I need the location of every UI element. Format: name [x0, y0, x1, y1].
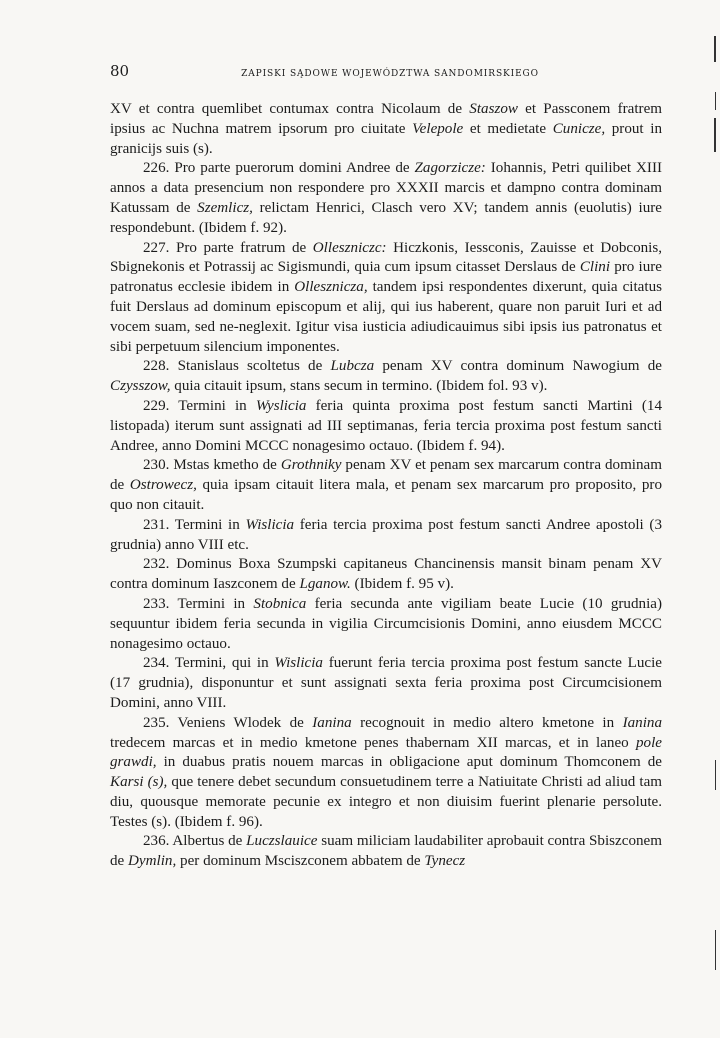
entry-paragraph — [110, 595, 662, 654]
italic-name: Lubcza — [330, 358, 375, 375]
italic-name: Wyslicia — [255, 397, 307, 414]
text-run: relictam Henrici, Clasch vero XV; tandem annis (euolutis) iure respondebunt. (Ibidem f. 92). — [110, 199, 662, 236]
text-run: in duabus pratis nouem marcas in obligacione aput dominum Thomconem de — [156, 754, 662, 771]
text-run: Iohannis, Petri quilibet XIII annos a data presencium non respondere pro XXXII marcis et dampno contra dominam Katussam de — [110, 160, 662, 216]
text-run: quia citauit ipsum, stans secum in termino. (Ibidem fol. 93 v). — [170, 378, 548, 395]
text-run: 235. Veniens Wlodek de — [143, 714, 313, 731]
running-head: ZAPISKI SĄDOWE WOJEWÓDZTWA SANDOMIRSKIEGO — [241, 69, 539, 79]
text-run: 226. Pro parte puerorum domini Andree de — [143, 160, 415, 177]
italic-name: Wislicia — [245, 516, 295, 533]
text-run: tandem ipsi respondentes dixerunt, quia citatus fuit Derslaus ad dominum episcopum et alij, qui ius haberent, quare non paruit Iuri et ad vocem suam, sed ne-neglexit. Igitur visa iusticia adiudicauimus sibi ipsis ius patronatus et sibi perpetuum silencium imponentes. — [110, 279, 663, 355]
entry-paragraph — [110, 555, 662, 595]
text-run: penam XV et penam sex marcarum contra dominam de — [110, 457, 662, 494]
text-run: XV et contra quemlibet contumax contra Nicolaum de — [110, 101, 470, 117]
entry-paragraph — [110, 456, 662, 515]
continuation-paragraph — [110, 100, 662, 159]
text-run: fuerunt feria tercia proxima post festum sancte Lucie (17 grudnia), disponuntur et sunt assignati sexta feria proxima post Circumcisionem Domini, anno VIII. — [110, 655, 662, 711]
italic-name: Luczslauice — [246, 833, 318, 850]
text-run: prout in granicijs suis (s). — [110, 120, 662, 157]
text-run: suam miliciam laudabiliter aprobauit contra Sbiszconem de — [110, 833, 662, 870]
text-run: (Ibidem f. 95 v). — [350, 576, 454, 593]
italic-name: Zagorzicze: — [414, 160, 486, 177]
text-run: Hiczkonis, Iessconis, Zauisse et Dobconis, Sbignekonis et Potrassij ac Sigismundi, quia cum ipsum citasset Derslaus de — [110, 239, 662, 276]
text-run: per dominum Msciszconem abbatem de — [176, 853, 425, 870]
scan-edge — [710, 0, 716, 1038]
italic-name: Czysszow, — [110, 378, 171, 395]
italic-name: Szemlicz, — [197, 199, 253, 216]
text-run: et Passconem fratrem ipsius ac Nuchna matrem ipsorum pro ciuitate — [110, 101, 663, 137]
text-run: que tenere debet secundum consuetudinem terre a Natiuitate Christi ad aliud tam diu, quousque memorate pecunie ex integro et non diuisim fuerint plenarie persolute. Testes (s). (Ibidem f. 96). — [110, 774, 663, 830]
italic-name: Olleszniczc: — [312, 239, 387, 256]
entry-paragraph — [110, 714, 662, 833]
text-run: et medietate — [463, 120, 553, 137]
italic-name: Lganow. — [299, 576, 351, 593]
italic-name: Ianina — [312, 714, 352, 731]
text-run: 232. Dominus Boxa Szumpski capitaneus Chancinensis mansit binam penam XV contra dominum Iaszconem de — [110, 556, 662, 593]
entry-paragraph — [110, 654, 662, 713]
entry-paragraph — [110, 832, 662, 872]
text-run: 236. Albertus de — [143, 833, 247, 850]
text-run: quia ipsam citauit litera mala, et penam sex marcarum pro proposito, pro quo non citauit. — [110, 477, 662, 513]
text-run: tredecem marcas et in medio kmetone penes thabernam XII marcas, et in laneo — [110, 734, 636, 751]
text-run: feria tercia proxima post festum sancti Andree apostoli (3 grudnia) anno VIII etc. — [110, 516, 662, 553]
text-run: 227. Pro parte fratrum de — [143, 239, 313, 256]
italic-name: Grothniky — [280, 457, 342, 474]
italic-name: Olleszniczа, — [294, 279, 368, 296]
text-run: recognouit in medio altero kmetone in — [351, 714, 623, 731]
italic-name: Velepole — [412, 120, 464, 137]
italic-name: Clini — [579, 259, 611, 276]
text-run: 229. Termini in — [143, 397, 256, 414]
italic-name: Wislicia — [274, 655, 323, 672]
page-header — [110, 62, 662, 86]
text-run: pro iure patronatus ecclesie ibidem in — [110, 259, 662, 296]
entry-paragraph — [110, 159, 662, 238]
text-run: feria quinta proxima post festum sancti Martini (14 listopada) iterum sunt assignati ad III septimanas, feria tercia proxima post festum sancti Andree, anno Domini MCCC nonagesimo octauo. (Ibidem f. 94). — [110, 397, 662, 454]
body-text — [110, 100, 662, 872]
text-run: feria secunda ante vigiliam beate Lucie (10 grudnia) sequuntur ibidem feria secunda in vigilia Circumcisionis Domini, anno eiusdem MCCC nonagesimo octauo. — [110, 595, 662, 652]
document-page — [110, 62, 662, 872]
text-run: penam XV contra dominum Nawogium de — [374, 358, 662, 375]
italic-name: Tynecz — [424, 853, 466, 870]
italic-name: Ianina — [622, 714, 662, 731]
page-number: 80 — [110, 62, 130, 80]
entry-paragraph — [110, 357, 662, 397]
italic-name: Cunicze, — [552, 120, 606, 137]
text-run: 234. Termini, qui in — [143, 655, 275, 672]
entry-paragraph — [110, 516, 662, 556]
italic-name: Staszow — [469, 101, 518, 117]
italic-name: Dymlin, — [128, 853, 177, 870]
entry-paragraph — [110, 397, 662, 456]
italic-name: Stobnica — [253, 595, 307, 612]
italic-name: Karsi (s), — [110, 774, 168, 791]
italic-name: Ostrowecz, — [129, 477, 197, 494]
text-run: 233. Termini in — [143, 595, 254, 612]
italic-name: pole grawdi, — [110, 734, 662, 771]
text-run: 231. Termini in — [143, 516, 246, 533]
text-run: 230. Mstas kmetho de — [143, 457, 281, 474]
text-run: 228. Stanislaus scoltetus de — [143, 358, 331, 375]
entry-paragraph — [110, 239, 662, 358]
